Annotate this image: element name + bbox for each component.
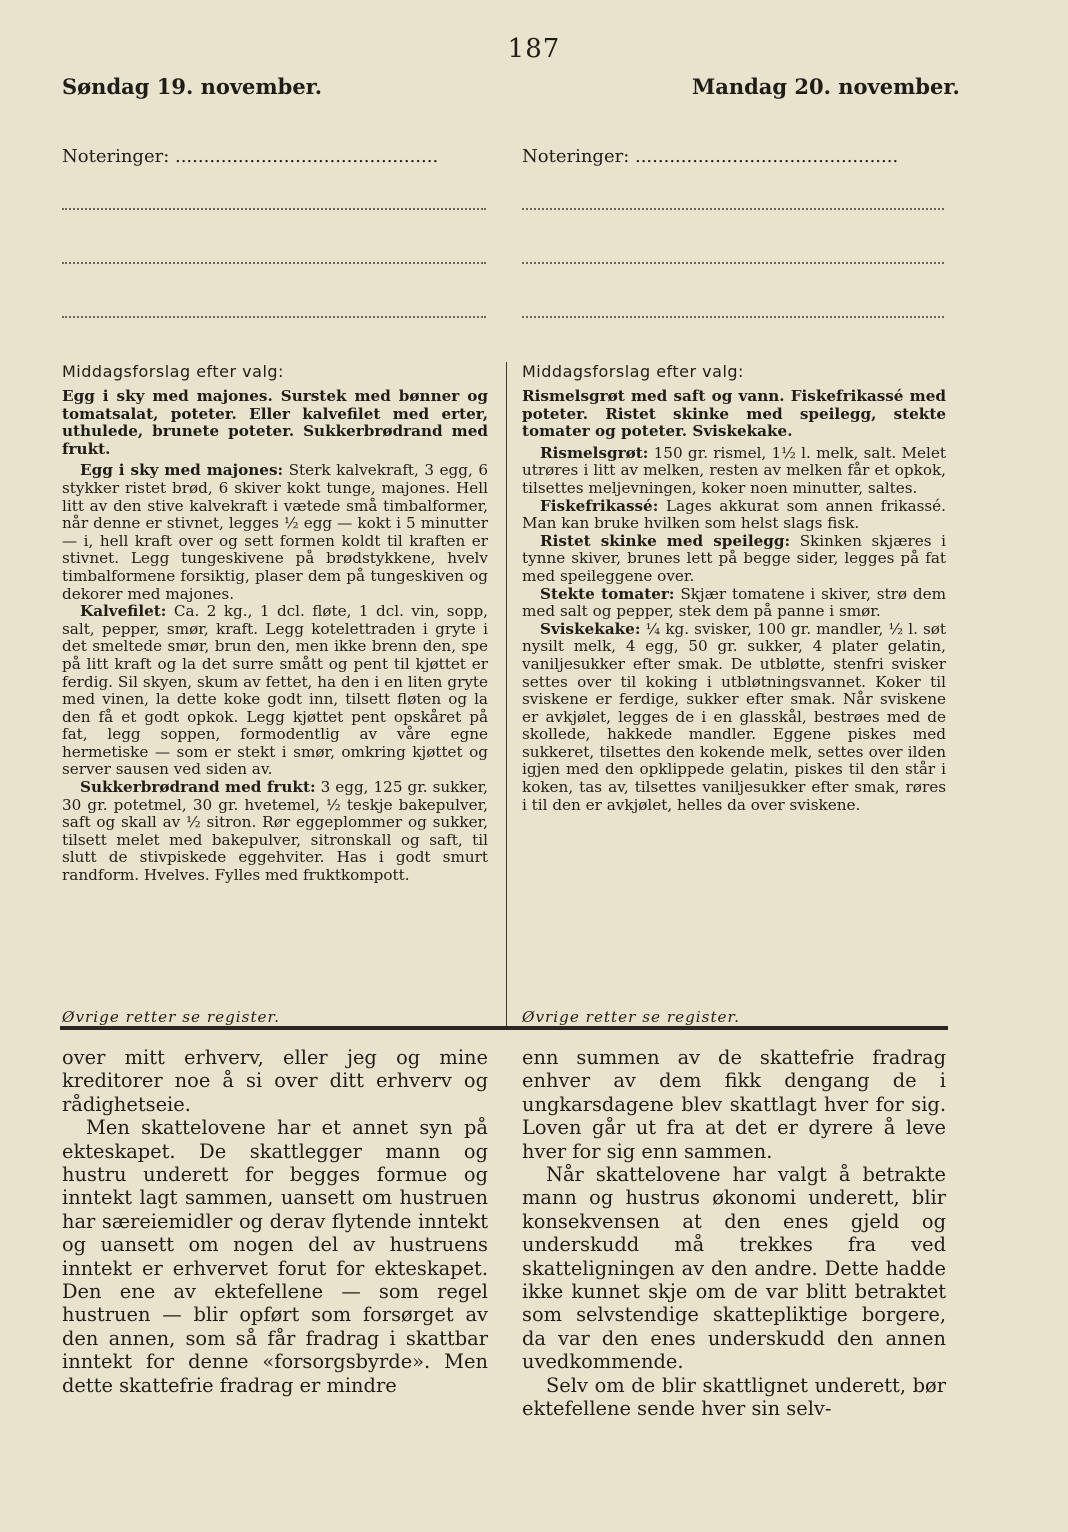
right-recipe — [522, 445, 946, 498]
recipe-text: Skinken skjæres i tynne skiver, brunes lett på begge sider, legges på fat med speileggene over. — [522, 531, 946, 585]
recipe-text: Ca. 2 kg., 1 dcl. fløte, 1 dcl. vin, sopp, salt, pepper, smør, kraft. Legg kotelettraden i gryte i det smeltede smør, brun den, men ikke brenn den, spe på litt kraft og la det surre smått og pent til kjøttet er ferdig. Sil skyen, skum av fettet, ha den i en liten gryte med vinen, la dette koke godt inn, tilsett fløten og la den få et godt opkok. Legg kjøttet pent opskåret på fat, legg soppen, formodentlig av våre egne hermetiske — som er stekt i smør, omkring kjøttet og server sausen ved siden av. — [62, 602, 489, 779]
body-paragraph: Når skattelovene har valgt å betrakte mann og hustrus økonomi underett, blir konsekvensen at den enes gjeld og underskudd må trekkes fra ved skatteligningen av den andre. Dette hadde ikke kunnet skje om de var blitt betraktet som selvstendige skattepliktige borgere, da var den enes underskudd den annen uvedkommende. — [522, 1163, 946, 1374]
body-paragraph: over mitt erhverv, eller jeg og mine kreditorer noe å si over ditt erhverv og rådighetseie. — [62, 1046, 488, 1116]
left-body-text — [62, 1046, 488, 1397]
left-menu-section — [62, 362, 488, 885]
body-paragraph: enn summen av de skattefrie fradrag enhver av dem fikk dengang de i ungkarsdagene blev skattlagt hver for sig. Loven går ut fra at det er dyrere å leve hver for sig enn sammen. — [522, 1046, 946, 1163]
recipe-title: Rismelsgrøt: — [540, 443, 649, 462]
recipe-text: ¼ kg. svisker, 100 gr. mandler, ½ l. søt nysilt melk, 4 egg, 50 gr. sukker, 4 plater gelatin, vaniljesukker efter smak. De utbløtte, stenfri svisker settes over til koking i utbløtningsvannet. Koker til sviskene er ferdige, sukker efter smak. Når sviskene er avkjølet, legges de i en glasskål, bestrøes med de skollede, hakkede mandler. Eggene piskes med sukkeret, tilsettes den kokende melk, settes over ilden igjen med den opklippede gelatin, piskes til den står i koken, tas av, tilsettes vaniljesukker efter smak, røres i til den er avkjølet, helles da over sviskene. — [522, 619, 947, 814]
body-paragraph: Selv om de blir skattlignet underett, bør ektefellene sende hver sin selv- — [522, 1373, 946, 1421]
right-notes-label: Noteringer: .............................................. — [522, 146, 899, 167]
right-note-line-3 — [522, 316, 944, 318]
right-recipe — [522, 586, 946, 621]
recipe-title: Ristet skinke med speilegg: — [540, 531, 791, 550]
recipe-title: Sukkerbrødrand med frukt: — [80, 778, 316, 797]
recipe-text: Lages akkurat som annen frikassé. Man kan bruke hvilken som helst slags fisk. — [522, 496, 946, 533]
right-note-line-2 — [522, 262, 944, 264]
left-menu-summary: Egg i sky med majones. Surstek med bønner og tomatsalat, poteter. Eller kalvefilet med erter, uthulede, brunete poteter. Sukkerbrødrand med frukt. — [62, 387, 488, 458]
left-day-heading: Søndag 19. november. — [62, 74, 323, 99]
recipe-title: Sviskekake: — [540, 619, 641, 638]
column-divider — [506, 362, 507, 1026]
left-other-dishes: Øvrige retter se register. — [62, 1008, 280, 1026]
recipe-text: 150 gr. rismel, 1½ l. melk, salt. Melet utrøres i litt av melken, resten av melken får et opkok, tilsettes meljevningen, koker noen minutter, saltes. — [522, 443, 946, 497]
recipe-title: Fiskefrikassé: — [540, 496, 659, 515]
left-menu-heading: Middagsforslag efter valg: — [62, 362, 284, 381]
right-recipe — [522, 498, 946, 533]
recipe-text: Sterk kalvekraft, 3 egg, 6 stykker ristet brød, 6 skiver kokt tunge, majones. Hell litt av den stive kalvekraft i vætede små timbalformer, når denne er stivnet, legges ½ egg — kokt i 5 minutter — i, hell kraft over og sett formen koldt til kraften er stivnet. Legg tungeskivene på brødstykkene, hvelv timbalformene forsiktig, plaser dem på tungeskiven og dekorer med majones. — [62, 461, 488, 603]
section-divider — [60, 1026, 948, 1030]
left-recipe — [62, 462, 488, 603]
recipe-title: Kalvefilet: — [80, 602, 167, 621]
right-menu-summary: Rismelsgrøt med saft og vann. Fiskefrikassé med poteter. Ristet skinke med speilegg, stekte tomater og poteter. Sviskekake. — [522, 387, 946, 441]
page-number: 187 — [507, 34, 561, 64]
left-notes-label: Noteringer: .............................................. — [62, 146, 439, 167]
right-day-heading: Mandag 20. november. — [692, 74, 960, 99]
right-menu-section — [522, 362, 946, 814]
right-note-line-1 — [522, 208, 944, 210]
recipe-text: 3 egg, 125 gr. sukker, 30 gr. potetmel, 30 gr. hvetemel, ½ teskje bakepulver, saft og skall av ½ sitron. Rør eggeplommer og sukker, tilsett melet med bakepulver, sitronskall og saft, til slutt de stivpiskede eggehviter. Has i godt smurt randform. Hvelves. Fylles med fruktkompott. — [62, 778, 488, 885]
right-menu-heading: Middagsforslag efter valg: — [522, 362, 744, 381]
right-recipe — [522, 533, 946, 586]
left-recipe — [62, 603, 488, 779]
left-recipe — [62, 779, 488, 885]
body-paragraph: Men skattelovene har et annet syn på ekteskapet. De skattlegger mann og hustru underett for begges formue og inntekt lagt sammen, uansett om hustruen har særeiemidler og derav flytende inntekt og uansett om nogen del av hustruens inntekt er erhvervet forut for ekteskapet. Den ene av ektefellene — som regel hustruen — blir opført som forsørget av den annen, som så får fradrag i skattbar inntekt for denne «forsorgsbyrde». Men dette skattefrie fradrag er mindre — [62, 1116, 488, 1397]
left-note-line-2 — [62, 262, 486, 264]
recipe-text: Skjær tomatene i skiver, strø dem med salt og pepper, stek dem på panne i smør. — [522, 584, 947, 621]
recipe-title: Stekte tomater: — [540, 584, 675, 603]
left-note-line-3 — [62, 316, 486, 318]
right-body-text — [522, 1046, 946, 1421]
right-other-dishes: Øvrige retter se register. — [522, 1008, 740, 1026]
recipe-title: Egg i sky med majones: — [80, 461, 284, 480]
right-recipe — [522, 621, 946, 815]
left-note-line-1 — [62, 208, 486, 210]
